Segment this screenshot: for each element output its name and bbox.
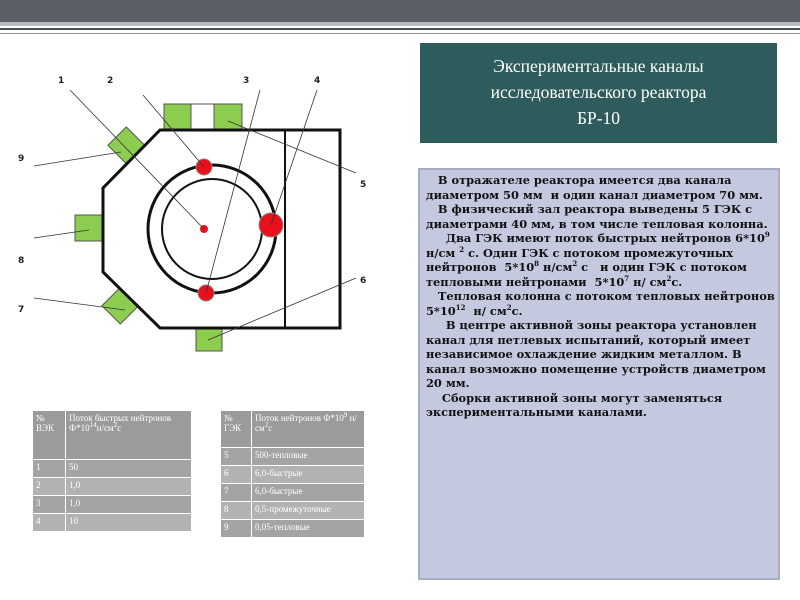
label-1: 1 [58,76,65,86]
vek-table-header [33,411,192,460]
top-divider [0,22,800,26]
paragraph-3: Два ГЭК имеют поток быстрых нейтронов $6*10^9$ н/см $^2$ с. Один ГЭК с потоком промежуточных нейтронов $5*10^8$ $н/см^2$ с и один ГЭК с потоком тепловыми нейтронами $5*10^7$ н/ $см^2с$. [426,230,778,289]
title-line-1: Экспериментальные каналы [493,56,704,76]
label-3: 3 [243,76,250,86]
table-row: 6 6,0-быстрые [221,466,365,484]
title-line-2: исследовательского реактора [490,82,707,102]
label-8: 8 [18,256,25,266]
paragraph-2: В физический зал реактора выведены 5 ГЭК с диаметрами 40 мм, в том числе тепловая колонна. [426,202,768,231]
title-line-3: БР-10 [576,108,621,128]
gek-table [220,410,365,538]
top-divider-dark [0,28,800,30]
description-panel [418,168,780,580]
table-row: 2 1,0 [33,478,192,496]
channel-top-right [214,104,242,132]
vek-header-flux: Поток быстрых нейтронов $Ф*10^{14}н/см^2с$ [66,411,192,460]
channel-8 [75,215,103,241]
gek-header-flux: Поток нейтронов $Ф*10^9$ $н/см^2с$ [252,411,365,448]
table-row: 9 0,05-тепловые [221,520,365,538]
label-2: 2 [107,76,114,86]
paragraph-5: В центре активной зоны реактора установлен канал для петлевых испытаний, который имеет независимое охлаждение жидким металлом. В канал возможно помещение устройств диаметром 20 мм. [426,318,770,390]
gek-table-header [221,411,365,448]
leader-9 [34,152,121,166]
label-5: 5 [360,180,367,190]
slide-title [420,43,777,143]
table-row: 5 500-тепловые [221,448,365,466]
top-divider-thin [0,33,800,34]
reactor-diagram [0,60,400,360]
vek-header-number: № ВЭК [33,411,66,460]
table-row: 8 0,5-промежуточные [221,502,365,520]
table-row: 7 6,0-быстрые [221,484,365,502]
paragraph-6: Сборки активной зоны могут заменяться экспериментальными каналами. [426,390,727,419]
table-row: 1 50 [33,460,192,478]
label-7: 7 [18,305,25,315]
label-6: 6 [360,276,367,286]
table-row: 3 1,0 [33,496,192,514]
channel-top-left [164,104,192,132]
label-9: 9 [18,154,25,164]
channel-top-gap [191,104,215,132]
gek-header-number: № ГЭК [221,411,252,448]
channel-6 [196,327,222,351]
label-4: 4 [314,76,321,86]
description-text [426,173,779,420]
top-bar [0,0,800,22]
reactor-body [103,130,340,328]
paragraph-1: В отражателе реактора имеется два канала диаметром 50 мм и один канал диаметром 70 мм. [426,173,763,202]
table-row: 4 10 [33,514,192,532]
paragraph-4: Тепловая колонна с потоком тепловых нейтронов $5*10^{12}$ н/ $см^2с$. [426,289,779,318]
vek-table [32,410,192,532]
